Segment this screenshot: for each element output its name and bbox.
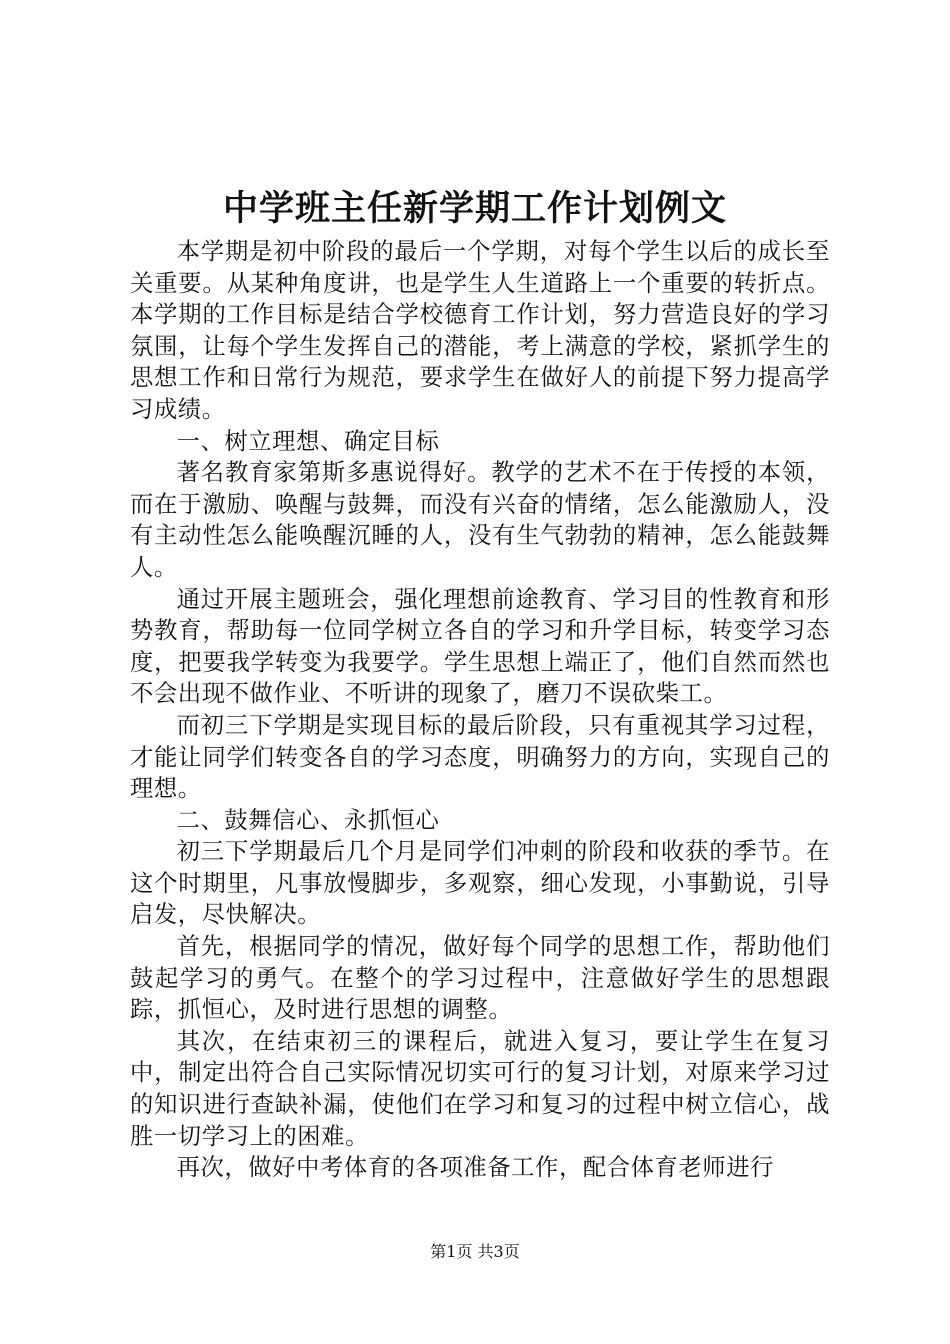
body-paragraph: 首先，根据同学的情况，做好每个同学的思想工作，帮助他们鼓起学习的勇气。在整个的学习过程中，注意做好学生的思想跟踪，抓恒心，及时进行思想的调整。 [130,933,830,1024]
body-paragraph: 初三下学期最后几个月是同学们冲刺的阶段和收获的季节。在这个时期里，凡事放慢脚步，多观察，细心发现，小事勤说，引导启发，尽快解决。 [130,838,830,929]
document-body [130,236,830,1184]
body-paragraph: 本学期是初中阶段的最后一个学期，对每个学生以后的成长至关重要。从某种角度讲，也是学生人生道路上一个重要的转折点。本学期的工作目标是结合学校德育工作计划，努力营造良好的学习氛围，让每个学生发挥自己的潜能，考上满意的学校，紧抓学生的思想工作和日常行为规范，要求学生在做好人的前提下努力提高学习成绩。 [130,238,830,423]
document-title: 中学班主任新学期工作计划例文 [222,188,727,229]
page-footer: 第1页 共3页 [430,1242,520,1261]
body-paragraph: 其次，在结束初三的课程后，就进入复习，要让学生在复习中，制定出符合自己实际情况切实可行的复习计划，对原来学习过的知识进行查缺补漏，使他们在学习和复习的过程中树立信心，战胜一切学习上的困难。 [130,1027,830,1150]
section-heading: 一、树立理想、确定目标 [176,427,440,455]
body-paragraph: 而初三下学期是实现目标的最后阶段，只有重视其学习过程，才能让同学们转变各自的学习态度，明确努力的方向，实现自己的理想。 [130,711,830,803]
body-paragraph: 著名教育家第斯多惠说得好。教学的艺术不在于传授的本领，而在于激励、唤醒与鼓舞，而没有兴奋的情绪，怎么能激励人，没有主动性怎么能唤醒沉睡的人，没有生气勃勃的精神，怎么能鼓舞人。 [130,459,830,581]
body-paragraph: 通过开展主题班会，强化理想前途教育、学习目的性教育和形势教育，帮助每一位同学树立各自的学习和升学目标，转变学习态度，把要我学转变为我要学。学生思想上端正了，他们自然而然也不会出现不做作业、不听讲的现象了，磨刀不误砍柴工。 [130,585,830,708]
body-paragraph: 再次，做好中考体育的各项准备工作，配合体育老师进行 [176,1154,775,1182]
section-heading: 二、鼓舞信心、永抓恒心 [176,806,440,834]
